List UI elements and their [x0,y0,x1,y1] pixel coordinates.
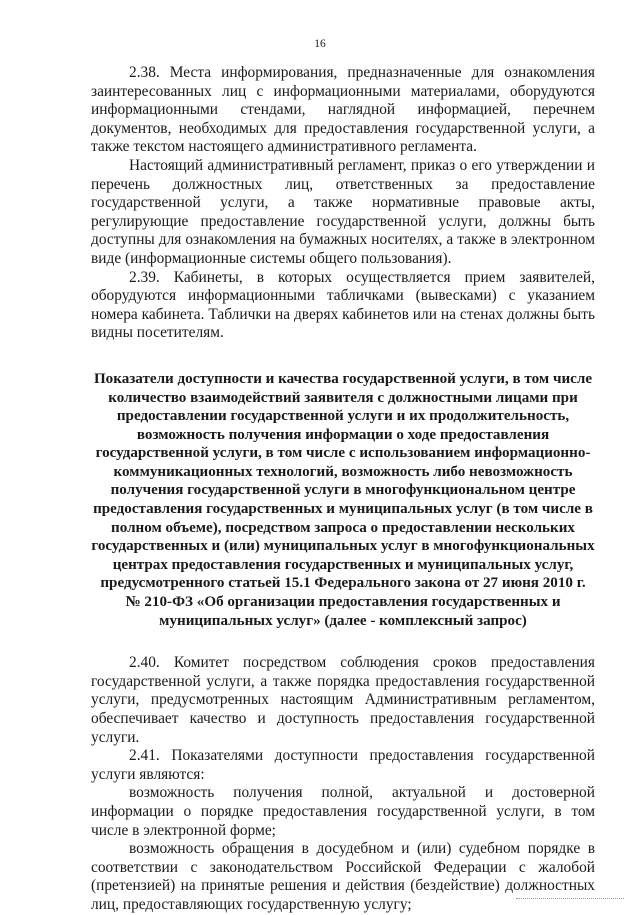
page-number: 16 [314,38,326,50]
paragraph-2-39: 2.39. Кабинеты, в которых осуществляется прием заявителей, оборудуются информационными табличками (вывесками) с указанием номера кабинета. Таблички на дверях кабинетов или на стенах должны быть видны посетителям. [91,268,595,342]
paragraph-2-38: 2.38. Места информирования, предназначенные для ознакомления заинтересованных лиц с информационными материалами, оборудуются информационными стендами, наглядной информацией, перечнем документов, необходимых для предоставления государственной услуги, а также текстом настоящего административного регламента. [91,64,595,156]
paragraph-2-41: 2.41. Показателями доступности предоставления государственной услуги являются: [91,747,595,783]
list-item-information-access: возможность получения полной, актуальной и достоверной информации о порядке предоставления государственной услуги, в том числе в электронной форме; [91,784,595,839]
scan-edge-mark [516,895,624,899]
paragraph-regulation-availability: Настоящий административный регламент, приказ о его утверждении и перечень должностных лиц, ответственных за предоставление государственной услуги, а также нормативные правовые акты, регулирующие предоставление государственной услуги, должны быть доступны для ознакомления на бумажных носителях, а также в электронном виде (информационные системы общего пользования). [91,156,595,267]
section-heading: Показатели доступности и качества государственной услуги, в том числе количество взаимодействий заявителя с должностными лицами при предоставлении государственной услуги и их продолжительность, возможность получения информации о ходе предоставления государственной услуги, в том числе с использованием информационно-коммуникационных технологий, возможность либо невозможность получения государственной услуги в многофункциональном центре предоставления государственных и муниципальных услуг (в том числе в полном объеме), посредством запроса о предоставлении нескольких государственных и (или) муниципальных услуг в многофункциональных центрах предоставления государственных и муниципальных услуг, предусмотренного статьей 15.1 Федерального закона от 27 июня 2010 г. № 210-ФЗ «Об организации предоставления государственных и муниципальных услуг» (далее - комплексный запрос) [91,370,595,629]
page-content [91,64,595,915]
paragraph-2-40: 2.40. Комитет посредством соблюдения сроков предоставления государственной услуги, а также порядка предоставления государственной услуги, предусмотренных настоящим Административным регламентом, обеспечивает качество и доступность предоставления государственной услуги. [91,654,595,746]
list-item-appeal-possibility: возможность обращения в досудебном и (или) судебном порядке в соответствии с законодательством Российской Федерации с жалобой (претензией) на принятые решения и действия (бездействие) должностных лиц, предоставляющих государственную услугу; [91,840,595,913]
